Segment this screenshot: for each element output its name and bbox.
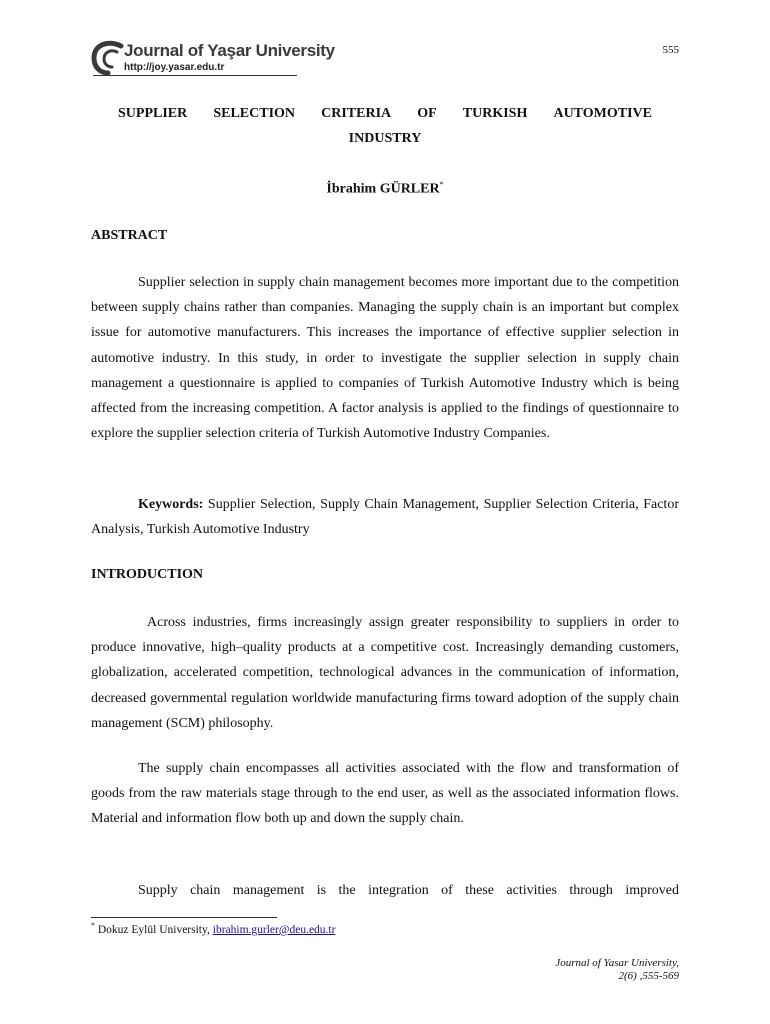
footnote-marker: * xyxy=(91,921,95,930)
title-word: OF xyxy=(417,106,437,121)
author-line xyxy=(91,180,679,198)
title-word: TURKISH xyxy=(462,106,528,121)
keywords-label: Keywords: xyxy=(138,497,204,512)
logo-rule xyxy=(93,75,297,76)
journal-citation-name: Journal of Yasar University, xyxy=(555,957,679,969)
journal-logo xyxy=(91,40,335,78)
journal-citation-volume: 2(6) ,555-569 xyxy=(618,970,679,982)
footnote-rule xyxy=(91,917,277,918)
title-word: CRITERIA xyxy=(321,106,392,121)
keywords-text: Supplier Selection, Supply Chain Management, Supplier Selection Criteria, Factor Analysis, Turkish Automotive Industry xyxy=(91,497,679,538)
abstract-heading: ABSTRACT xyxy=(91,228,168,243)
footnote-affiliation: Dokuz Eylül University, xyxy=(95,923,213,936)
intro-paragraph-3: Supply chain management is the integration of these activities through improved xyxy=(138,883,679,898)
footnote xyxy=(91,921,335,936)
logo-title: Journal of Yaşar University xyxy=(124,41,335,60)
journal-citation xyxy=(555,957,679,983)
title-word: AUTOMOTIVE xyxy=(553,106,652,121)
author-name: İbrahim GÜRLER xyxy=(326,181,440,197)
intro-paragraph-1: Across industries, firms increasingly assign greater responsibility to suppliers in order to produce innovative, high–quality products at a competitive cost. Increasingly demanding customers, globalization, accelerated competition, technological advances in the communication of information, decreased governmental regulation worldwide manufacturing firms toward adoption of the supply chain management (SCM) philosophy. xyxy=(91,615,679,731)
author-email-link[interactable]: ibrahim.gurler@deu.edu.tr xyxy=(212,923,336,936)
logo-url[interactable]: http://joy.yasar.edu.tr xyxy=(124,62,225,73)
title-word: SELECTION xyxy=(213,106,296,121)
intro-paragraph-2: The supply chain encompasses all activities associated with the flow and transformation of goods from the raw materials stage through to the end user, as well as the associated information flows. Material and information flow both up and down the supply chain. xyxy=(91,761,679,827)
introduction-heading: INTRODUCTION xyxy=(91,567,204,582)
author-footnote-marker: * xyxy=(439,180,444,189)
keywords-paragraph xyxy=(91,492,679,542)
paper-title-line-1 xyxy=(91,106,679,122)
page-number: 555 xyxy=(662,44,679,56)
title-word: SUPPLIER xyxy=(118,106,188,121)
logo-swirl-icon xyxy=(91,40,125,76)
abstract-text: Supplier selection in supply chain management becomes more important due to the competition between supply chains rather than companies. Managing the supply chain is an important but complex issue for automotive manufacturers. This increases the importance of effective supplier selection in automotive industry. In this study, in order to investigate the supplier selection in supply chain management a questionnaire is applied to companies of Turkish Automotive Industry which is being affected from the increasing competition. A factor analysis is applied to the findings of questionnaire to explore the supplier selection criteria of Turkish Automotive Industry Companies. xyxy=(91,275,679,442)
paper-title-line-2: INDUSTRY xyxy=(348,131,422,146)
